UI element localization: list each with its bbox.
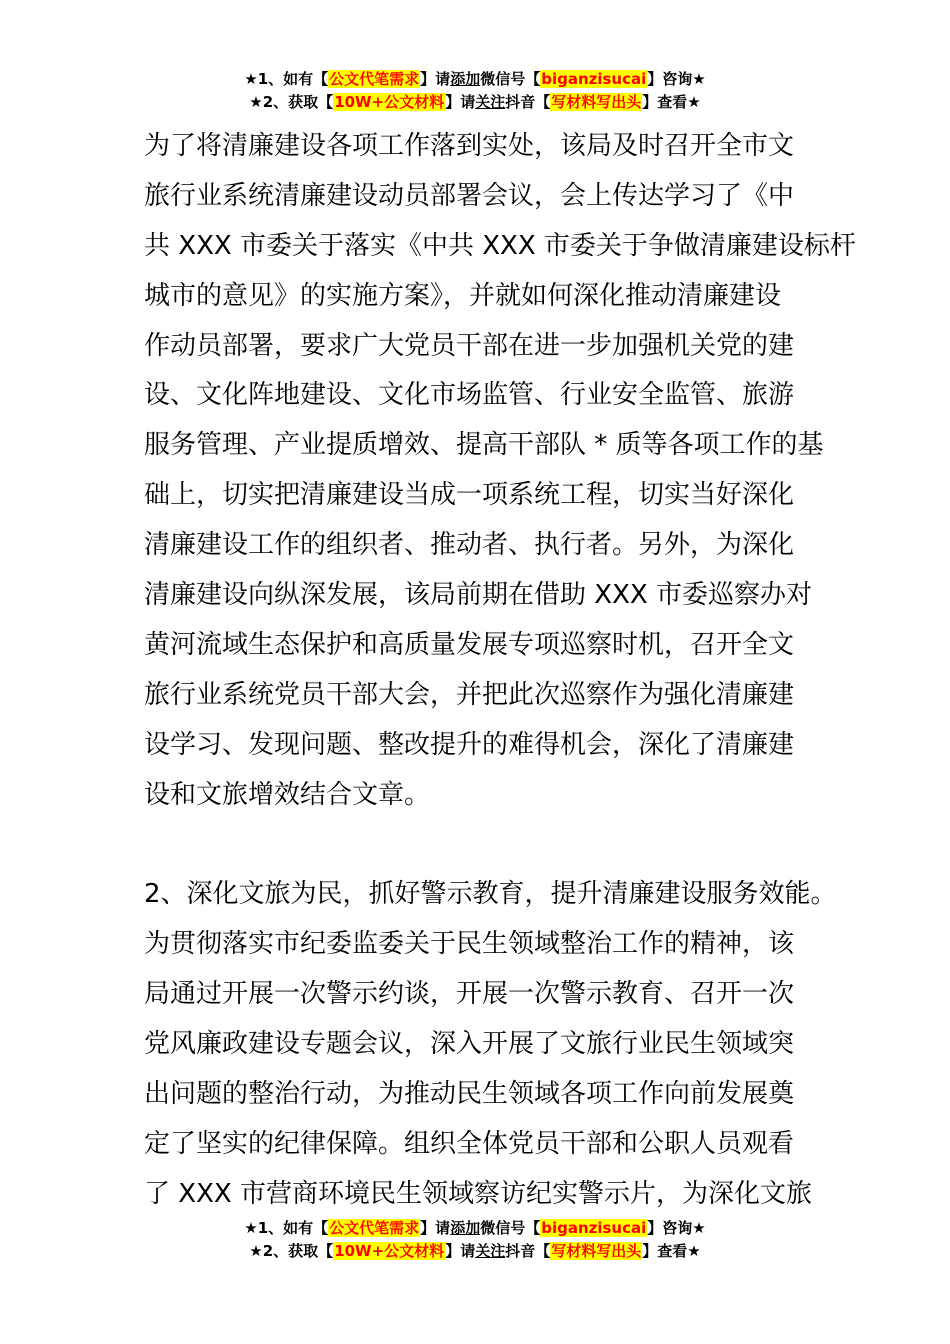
banner-text: 】咨询★ [647,1219,706,1237]
text-line: 了 XXX 市营商环境民生领域察访纪实警示片，为深化文旅 [144,1178,812,1209]
underlined-text: 添加 [450,1219,481,1237]
banner-text: 微信号【 [480,70,541,88]
text-line: 为了将清廉建设各项工作落到实处，该局及时召开全市文 [144,131,795,161]
bottom-banner [0,1217,950,1263]
text-line: 设、文化阵地建设、文化市场监管、行业安全监管、旅游 [144,380,795,411]
text-line: 础上，切实把清廉建设当成一项系统工程，切实当好深化 [144,480,795,511]
highlight-text: 写材料写出头 [551,1242,642,1260]
text-line: 清廉建设工作的组织者、推动者、执行者。另外，为深化 [144,530,795,561]
banner-text: 抖音【 [505,93,551,111]
highlight-text: 10W+公文材料 [334,93,445,111]
underlined-text: 关注 [475,1242,506,1260]
banner-line-1 [0,1217,950,1240]
document-body [144,122,856,1220]
banner-text: ★2、获取【 [249,1242,334,1260]
banner-text: 】请 [420,70,451,88]
paragraph-1 [144,122,856,820]
text-line: 设学习、发现问题、整改提升的难得机会，深化了清廉建 [144,729,795,760]
highlight-text: 公文代笔需求 [329,70,420,88]
paragraph-2 [144,870,837,1219]
text-line: 为贯彻落实市纪委监委关于民生领域整治工作的精神，该 [144,929,795,960]
text-line: 旅行业系统清廉建设动员部署会议，会上传达学习了《中 [144,180,795,211]
underlined-text: 关注 [475,93,506,111]
banner-text: ★2、获取【 [249,93,334,111]
text-line: 定了坚实的纪律保障。组织全体党员干部和公职人员观看 [144,1128,795,1159]
underlined-text: 添加 [450,70,481,88]
banner-line-1 [0,68,950,91]
text-line: 党风廉政建设专题会议，深入开展了文旅行业民生领域突 [144,1029,795,1060]
highlight-text: 公文代笔需求 [329,1219,420,1237]
text-line: 出问题的整治行动，为推动民生领域各项工作向前发展奠 [144,1078,795,1109]
text-line: 作动员部署，要求广大党员干部在进一步加强机关党的建 [144,330,795,361]
text-line: 旅行业系统党员干部大会，并把此次巡察作为强化清廉建 [144,679,795,710]
paragraph-spacer [144,820,824,870]
section-heading-line: 2、深化文旅为民，抓好警示教育，提升清廉建设服务效能。 [144,879,837,910]
banner-text: 】查看★ [642,1242,701,1260]
top-banner [0,68,950,114]
banner-text: ★1、如有【 [244,1219,329,1237]
banner-text: 】咨询★ [647,70,706,88]
banner-line-2 [0,91,950,114]
text-line: 设和文旅增效结合文章。 [144,779,431,810]
banner-text: 】请 [445,93,476,111]
banner-text: 】请 [445,1242,476,1260]
banner-text: 微信号【 [480,1219,541,1237]
highlight-text: biganzisucai [541,1219,647,1237]
text-line: 黄河流域生态保护和高质量发展专项巡察时机，召开全文 [144,629,795,660]
highlight-text: 10W+公文材料 [334,1242,445,1260]
text-line: 共 XXX 市委关于落实《中共 XXX 市委关于争做清廉建设标杆 [144,230,856,261]
highlight-text: 写材料写出头 [551,93,642,111]
banner-text: 抖音【 [505,1242,551,1260]
banner-text: 】查看★ [642,93,701,111]
banner-text: ★1、如有【 [244,70,329,88]
banner-line-2 [0,1240,950,1263]
text-line: 服务管理、产业提质增效、提高干部队 * 质等各项工作的基 [144,430,824,461]
text-line: 城市的意见》的实施方案》，并就如何深化推动清廉建设 [144,280,782,311]
text-line: 局通过开展一次警示约谈，开展一次警示教育、召开一次 [144,979,795,1010]
highlight-text: biganzisucai [541,70,647,88]
text-line: 清廉建设向纵深发展，该局前期在借助 XXX 市委巡察办对 [144,580,812,611]
banner-text: 】请 [420,1219,451,1237]
